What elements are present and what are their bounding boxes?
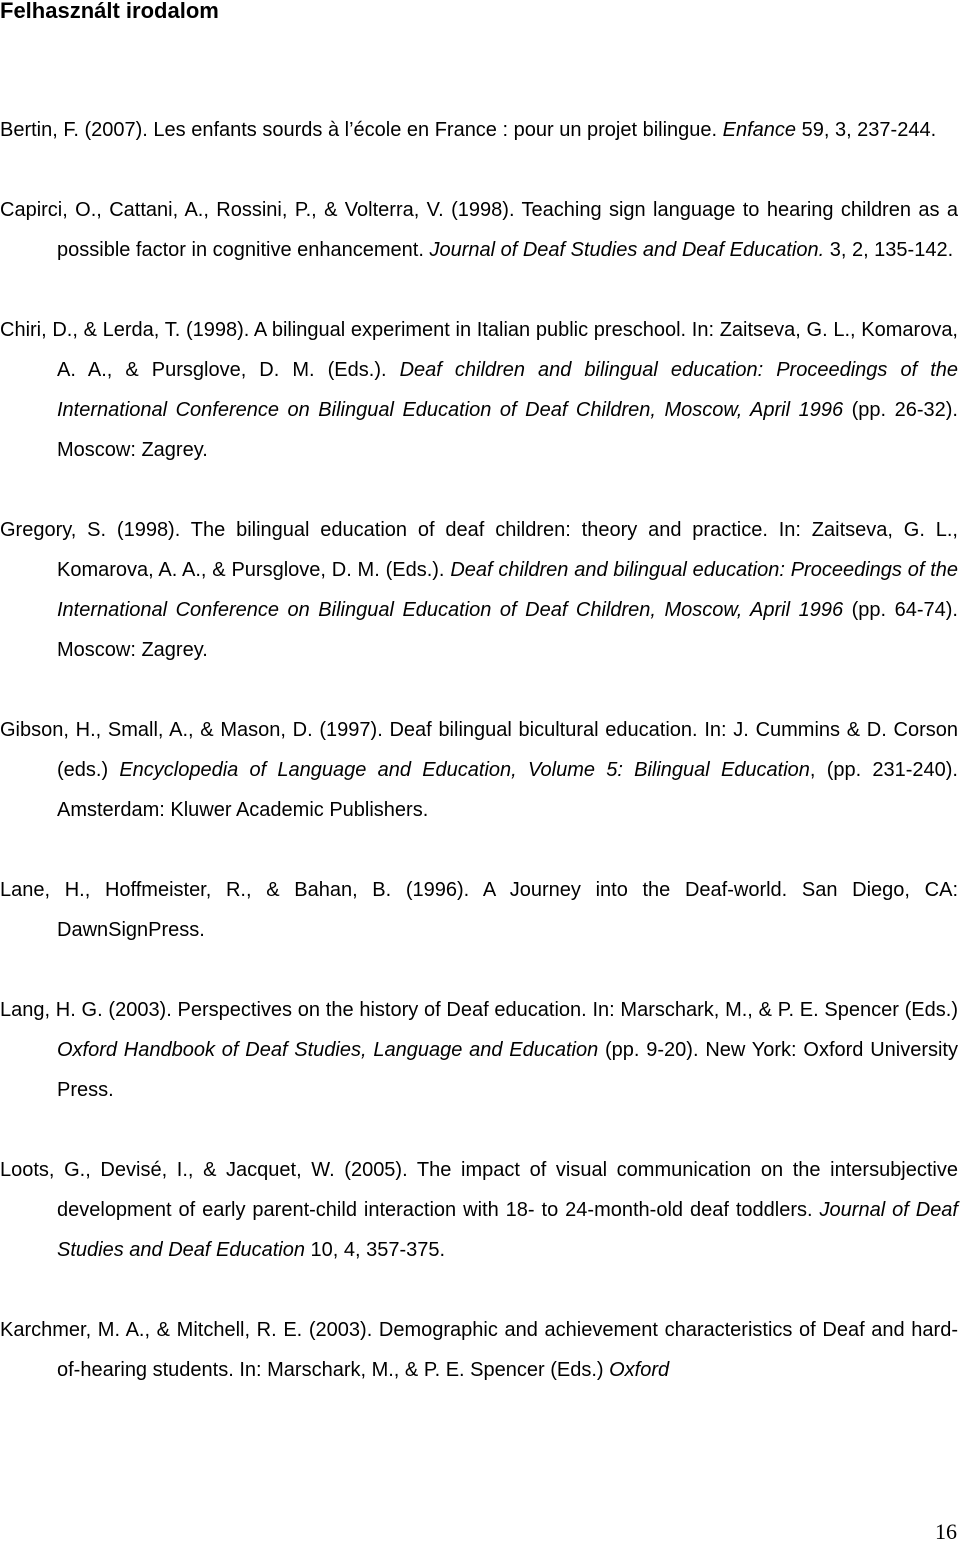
ref-text: 10, 4, 357-375. (304, 1239, 446, 1261)
ref-book-title: Oxford Handbook of Deaf Studies, Language and Education (57, 1039, 599, 1061)
ref-text: (pp. 26-32). Moscow: Zagrey. (57, 399, 958, 461)
ref-text: Gibson, H., Small, A., & Mason, D. (1997). Deaf bilingual bicultural education. In: J. Cummins & D. Corson (eds.) (0, 719, 958, 781)
ref-book-title: Oxford (609, 1359, 670, 1381)
reference-gibson-1997 (0, 710, 958, 830)
ref-book-title: Deaf children and bilingual education: Proceedings of the International Conference on Bilingual Education of Deaf Children, Moscow, April 1996 (57, 559, 959, 621)
ref-text: Lane, H., Hoffmeister, R., & Bahan, B. (1996). A Journey into the Deaf-world. San Diego, CA: DawnSignPress. (0, 879, 958, 941)
ref-book-title: Deaf children and bilingual education: Proceedings of the International Conference on Bilingual Education of Deaf Children, Moscow, April 1996 (57, 359, 958, 421)
ref-text: Gregory, S. (1998). The bilingual education of deaf children: theory and practice. In: Zaitseva, G. L., Komarova, A. A., & Pursglove, D. M. (Eds.). (0, 519, 958, 581)
page-number: 16 (935, 1519, 957, 1544)
ref-text: Karchmer, M. A., & Mitchell, R. E. (2003). Demographic and achievement characteristics of Deaf and hard-of-hearing students. In: Marschark, M., & P. E. Spencer (Eds.) (0, 1319, 958, 1381)
reference-lang-2003 (0, 990, 958, 1110)
reference-loots-2005 (0, 1150, 958, 1270)
ref-text: 59, 3, 237-244. (796, 119, 937, 141)
ref-text: (pp. 9-20). New York: Oxford University Press. (57, 1039, 958, 1101)
ref-text: Capirci, O., Cattani, A., Rossini, P., & Volterra, V. (1998). Teaching sign language to hearing children as a possible factor in cognitive enhancement. (0, 199, 958, 261)
reference-chiri-1998 (0, 310, 958, 470)
reference-bertin-2007 (0, 110, 958, 150)
ref-text: Lang, H. G. (2003). Perspectives on the history of Deaf education. In: Marschark, M., & P. E. Spencer (Eds.) (0, 999, 958, 1021)
page-heading: Felhasznált irodalom (0, 0, 219, 23)
reference-lane-1996 (0, 870, 958, 950)
ref-text: , (pp. 231-240). Amsterdam: Kluwer Academic Publishers. (57, 759, 958, 821)
ref-journal-title: Enfance (722, 119, 797, 141)
ref-text: 3, 2, 135-142. (824, 239, 954, 261)
reference-gregory-1998 (0, 510, 958, 670)
reference-list (0, 110, 958, 1430)
ref-text: Chiri, D., & Lerda, T. (1998). A bilingual experiment in Italian public preschool. In: Zaitseva, G. L., Komarova, A. A., & Pursglove, D. M. (Eds.). (0, 319, 958, 381)
ref-text: (pp. 64-74). Moscow: Zagrey. (57, 599, 958, 661)
ref-journal-title: Journal of Deaf Studies and Deaf Education (57, 1199, 958, 1261)
reference-capirci-1998 (0, 190, 958, 270)
ref-text: Loots, G., Devisé, I., & Jacquet, W. (2005). The impact of visual communication on the intersubjective development of early parent-child interaction with 18- to 24-month-old deaf toddlers. (0, 1159, 958, 1221)
ref-book-title: Encyclopedia of Language and Education, Volume 5: Bilingual Education (119, 759, 810, 781)
reference-karchmer-2003 (0, 1310, 958, 1390)
ref-journal-title: Journal of Deaf Studies and Deaf Education. (429, 239, 825, 261)
ref-text: Bertin, F. (2007). Les enfants sourds à l’école en France : pour un projet bilingue. (0, 119, 723, 141)
